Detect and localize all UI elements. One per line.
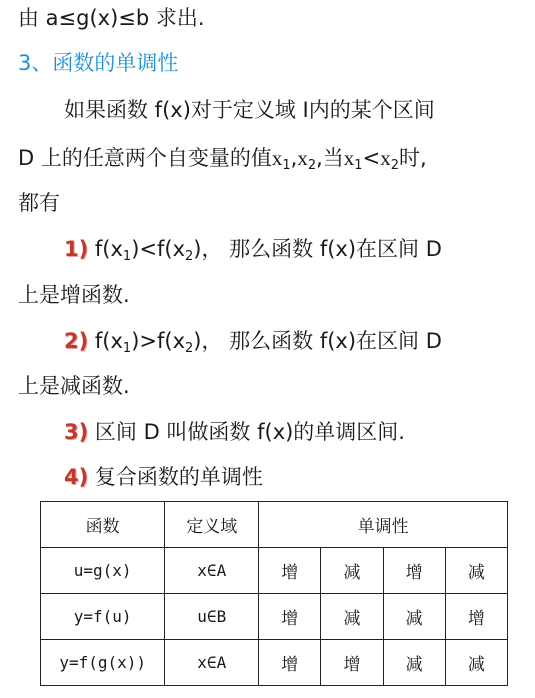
item-2-a: f(x [94, 329, 123, 353]
cell-value: 增 [259, 594, 321, 640]
cell-value: 减 [445, 548, 507, 594]
paragraph-line-1 [64, 96, 435, 124]
item-4-number: 4) [64, 465, 89, 489]
monotonicity-table [40, 501, 508, 686]
item-2-d: 上是减函数. [18, 374, 130, 398]
cell-value: 增 [321, 640, 383, 686]
item-2-sub1: 1 [122, 341, 132, 356]
header-function: 函数 [41, 502, 165, 548]
header-domain: 定义域 [165, 502, 259, 548]
item-4-line [64, 463, 263, 491]
item-1-line [64, 235, 442, 263]
sub-1: 1 [282, 158, 291, 173]
item-1-sub1: 1 [122, 249, 132, 264]
comma: , [290, 146, 298, 170]
item-1-line-2 [18, 281, 130, 309]
range-text: 由 a≤g(x)≤b 求出. [18, 6, 205, 30]
cell-value: 减 [383, 640, 445, 686]
var-x2: x [297, 146, 308, 170]
cell-value: 增 [383, 548, 445, 594]
less-than: < [362, 146, 381, 170]
cell-value: 增 [259, 640, 321, 686]
cell-function: u=g(x) [41, 548, 165, 594]
item-3-line [64, 418, 405, 446]
sub-3: 1 [354, 158, 363, 173]
heading-text: 3、函数的单调性 [18, 51, 179, 75]
item-1-b: )<f(x [131, 237, 186, 261]
paragraph-text-2-end: 时, [398, 146, 427, 170]
var-x1: x [271, 146, 283, 170]
item-2-number: 2) [64, 329, 89, 353]
item-2-b: )>f(x [131, 329, 186, 353]
item-4-text: 复合函数的单调性 [94, 465, 263, 489]
cell-function: y=f(g(x)) [41, 640, 165, 686]
item-1-c: )， 那么函数 f(x)在区间 D [193, 237, 442, 261]
item-1-a: f(x [94, 237, 123, 261]
paragraph-text-3: 都有 [18, 191, 60, 215]
cell-domain: x∈A [165, 548, 259, 594]
when-text: ,当 [316, 146, 344, 170]
section-heading [18, 49, 178, 77]
table-row [41, 548, 508, 594]
paragraph-text-2-pre: D 上的任意两个自变量的值 [18, 146, 272, 170]
sub-4: 2 [390, 158, 399, 173]
cell-value: 增 [259, 548, 321, 594]
item-2-line-2 [18, 372, 130, 400]
table-row [41, 640, 508, 686]
cell-domain: u∈B [165, 594, 259, 640]
text-line-range [18, 4, 205, 32]
cell-domain: x∈A [165, 640, 259, 686]
item-2-line [64, 327, 442, 355]
table-header-row [41, 502, 508, 548]
paragraph-line-3 [18, 189, 60, 217]
cell-value: 减 [383, 594, 445, 640]
cell-value: 减 [321, 548, 383, 594]
item-2-c: )， 那么函数 f(x)在区间 D [193, 329, 442, 353]
header-monotonicity: 单调性 [259, 502, 508, 548]
var-x4: x [380, 146, 391, 170]
table-row [41, 594, 508, 640]
paragraph-line-2 [18, 144, 427, 172]
cell-value: 增 [445, 594, 507, 640]
var-x3: x [343, 146, 355, 170]
cell-value: 减 [321, 594, 383, 640]
paragraph-text-1: 如果函数 f(x)对于定义域 I内的某个区间 [64, 98, 435, 122]
item-1-d: 上是增函数. [18, 283, 130, 307]
item-1-number: 1) [64, 237, 89, 261]
item-3-text: 区间 D 叫做函数 f(x)的单调区间. [94, 420, 405, 444]
item-2-sub2: 2 [185, 341, 194, 356]
cell-value: 减 [445, 640, 507, 686]
item-1-sub2: 2 [185, 249, 194, 264]
cell-function: y=f(u) [41, 594, 165, 640]
sub-2: 2 [307, 158, 317, 173]
item-3-number: 3) [64, 420, 89, 444]
